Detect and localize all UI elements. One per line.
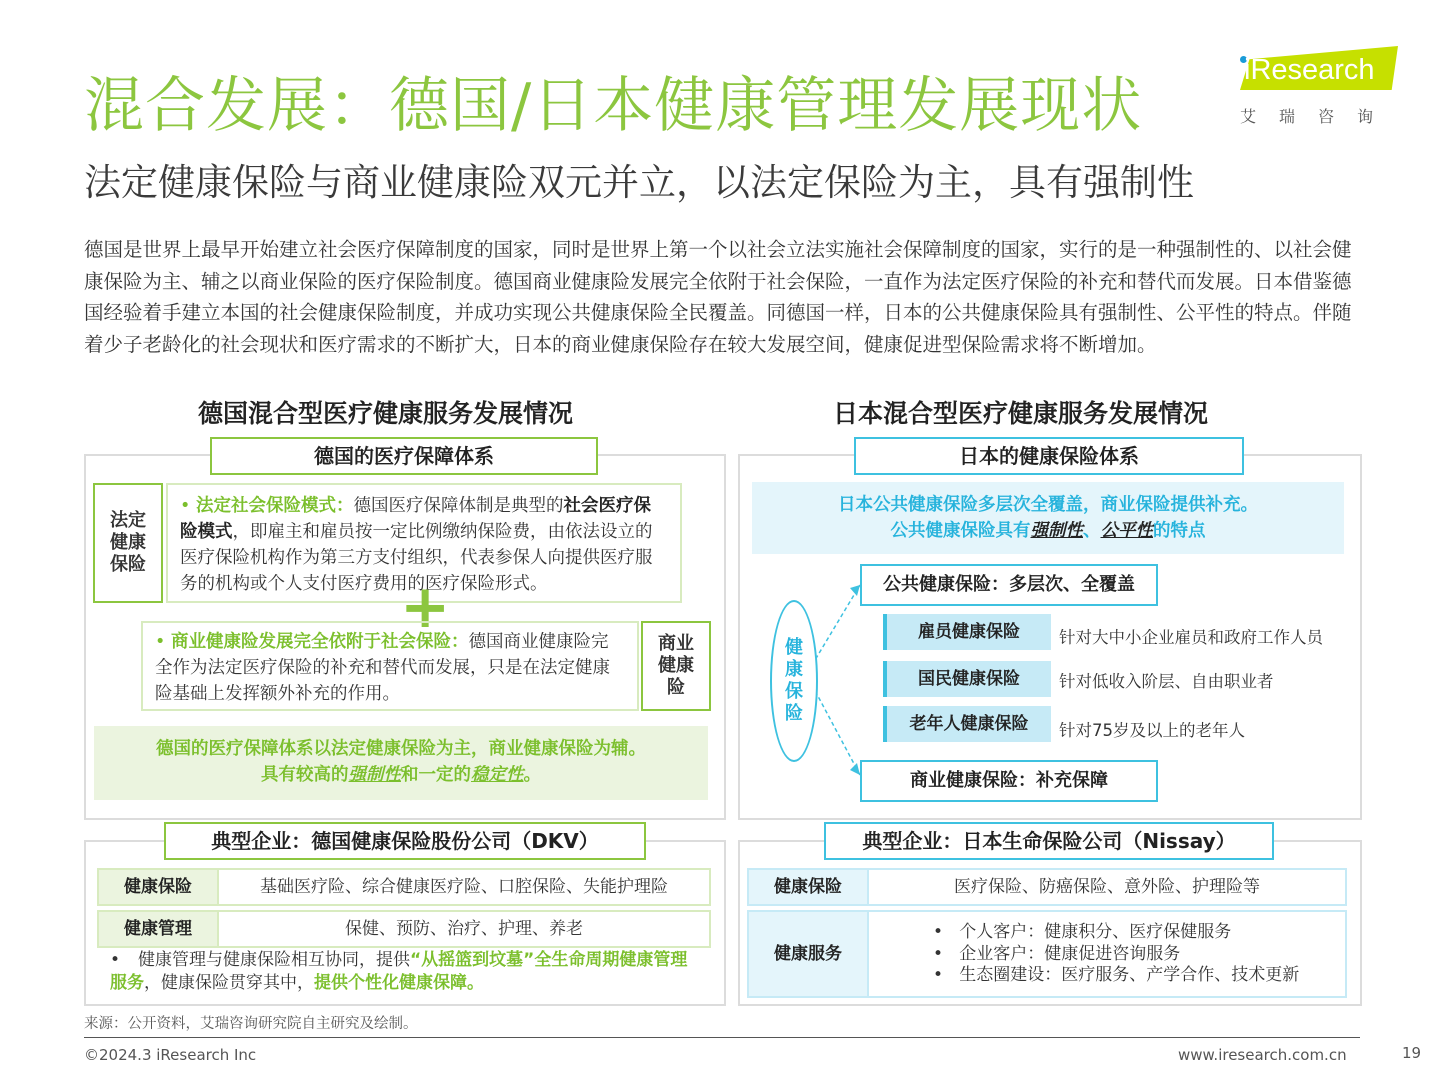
plus-icon: + [400,572,451,642]
statutory-label: 法定健康保险 [110,510,146,575]
level-desc: 针对75岁及以上的老年人 [1059,721,1245,740]
intro-paragraph: 德国是世界上最早开始建立社会医疗保障制度的国家，同时是世界上第一个以社会立法实施社会保障制度的国家，实行的是一种强制性的、以社会健康保险为主、辅之以商业保险的医疗保险制度。德国商业健康险发展完全依附于社会保险，一直作为法定医疗保险的补充和替代而发展。日本借鉴德国经验着手建立本国的社会健康保险制度，并成功实现公共健康保险全民覆盖。同德国一样，日本的公共健康保险具有强制性、公平性的特点。伴随着少子老龄化的社会现状和医疗需求的不断扩大，日本的商业健康保险存在较大发展空间，健康促进型保险需求将不断增加。 [84,238,1352,356]
bullet: • [180,496,191,516]
japan-system-tab: 日本的健康保险体系 [854,437,1244,475]
list-item: • 生态圈建设：医疗服务、产学合作、技术更新 [933,965,1300,985]
germany-company-tab: 典型企业：德国健康保险股份公司（DKV） [164,822,646,860]
germany-section-title: 德国混合型医疗健康服务发展情况 [198,399,574,428]
statutory-label-box [93,483,163,603]
commercial-content-box [141,621,639,711]
japan-section-title: 日本混合型医疗健康服务发展情况 [833,399,1209,428]
page-number: 19 [1402,1044,1422,1062]
level-label: 老年人健康保险 [883,706,1051,742]
table-row [97,868,711,906]
table-row [747,868,1347,906]
germany-note: • 健康管理与健康保险相互协同，提供“从摇篮到坟墓”全生命周期健康管理服务，健康保险贯穿其中，提供个性化健康保障。 [110,950,688,993]
table-cell-value: 基础医疗险、综合健康医疗险、口腔保险、失能护理险 [217,870,709,904]
public-insurance-box: 公共健康保险：多层次、全覆盖 [860,564,1158,606]
website-link[interactable]: www.iresearch.com.cn [1178,1046,1347,1064]
table-cell-value: 医疗保险、防癌保险、意外险、护理险等 [867,870,1345,904]
footer-divider [84,1037,1360,1038]
table-row [747,910,1347,998]
table-cell-label: 健康管理 [99,912,217,946]
table-cell-value: 保健、预防、治疗、护理、养老 [217,912,709,946]
statutory-text: • 法定社会保险模式：德国医疗保障体制是典型的社会医疗保险模式，即雇主和雇员按一定比例缴纳保险费，由依法设立的医疗保险机构作为第三方支付组织，代表参保人向提供医疗服务的机构或个人支付医疗费用的医疗保险形式。 [180,493,666,597]
health-insurance-oval-label: 健康保险 [785,637,803,724]
bullet: • [110,950,121,970]
table-cell-label: 健康保险 [99,870,217,904]
level-label: 国民健康保险 [883,661,1051,697]
table-row [97,910,711,948]
list-item: • 个人客户：健康积分、医疗保健服务 [933,922,1232,942]
level-desc: 针对低收入阶层、自由职业者 [1059,672,1274,691]
arrow-head-icon [850,585,860,596]
germany-conclusion: 德国的医疗保障体系以法定健康保险为主，商业健康保险为辅。 具有较高的强制性和一定的稳定性。 [94,726,708,800]
health-insurance-oval [770,600,818,762]
commercial-insurance-box: 商业健康保险：补充保障 [860,760,1158,802]
commercial-label-box [641,621,711,711]
table-cell-value [867,912,1345,996]
page-subtitle: 法定健康保险与商业健康险双元并立，以法定保险为主，具有强制性 [84,161,1194,204]
list-item: • 企业客户：健康促进咨询服务 [933,943,1181,964]
logo-subtitle: 艾瑞咨询 [1240,107,1397,126]
table-cell-label: 健康保险 [749,870,867,904]
bullet: • [155,632,166,652]
germany-system-tab: 德国的医疗保障体系 [210,437,598,475]
page-title: 混合发展：德国/日本健康管理发展现状 [84,71,1143,141]
copyright: ©2024.3 iResearch Inc [84,1046,257,1064]
arrow-head-icon [850,763,860,775]
commercial-label: 商业健康险 [658,633,694,698]
source-note: 来源：公开资料，艾瑞咨询研究院自主研究及绘制。 [84,1016,418,1032]
japan-summary: 日本公共健康保险多层次全覆盖，商业保险提供补充。 公共健康保险具有强制性、公平性的特点 [752,482,1344,554]
logo: iResearch [1244,54,1375,86]
connector-line-upper [812,585,860,665]
level-desc: 针对大中小企业雇员和政府工作人员 [1059,628,1323,647]
commercial-text: • 商业健康险发展完全依附于社会保险：德国商业健康险完全作为法定医疗保险的补充和替代而发展，只是在法定健康险基础上发挥额外补充的作用。 [155,629,625,707]
level-label: 雇员健康保险 [883,614,1051,650]
table-cell-label: 健康服务 [749,912,867,996]
connector-line-lower [812,685,860,775]
japan-company-tab: 典型企业：日本生命保险公司（Nissay） [824,822,1274,860]
